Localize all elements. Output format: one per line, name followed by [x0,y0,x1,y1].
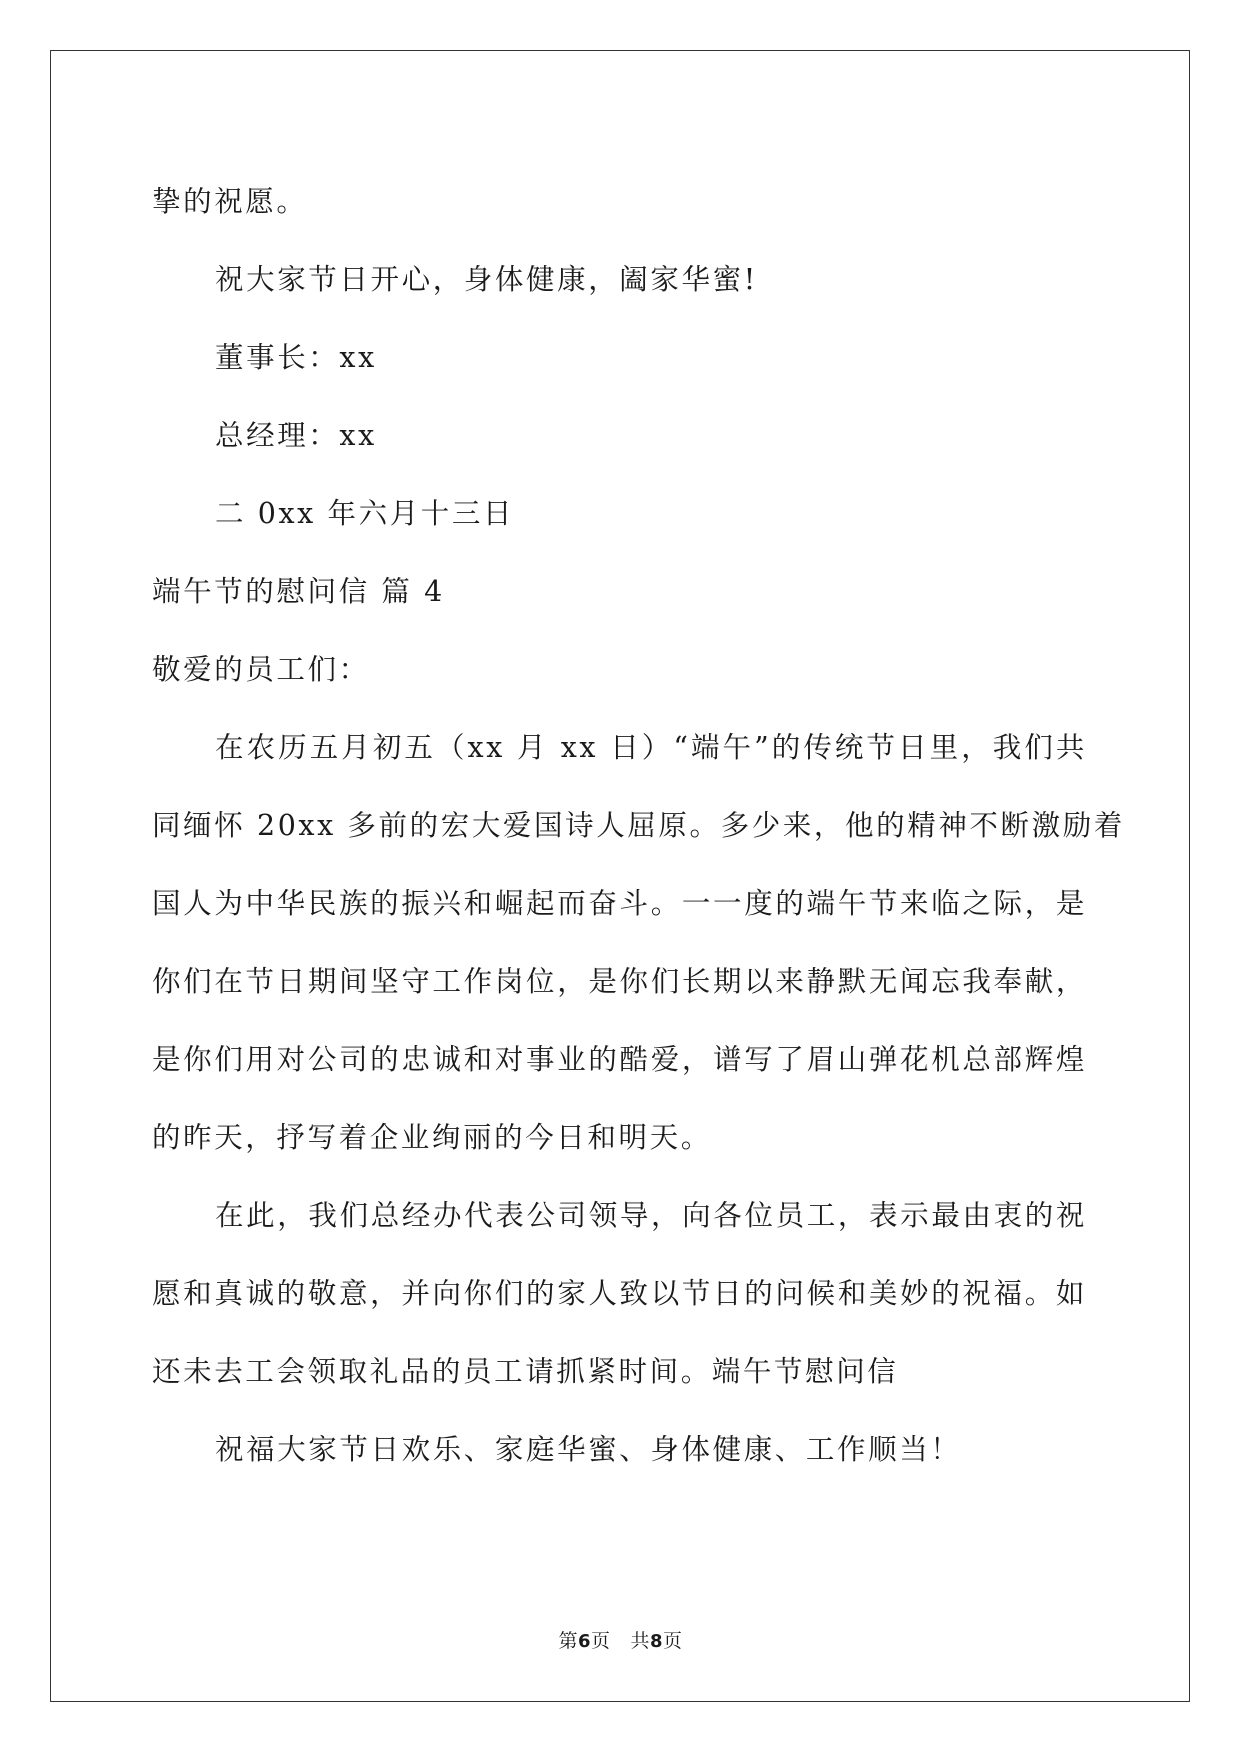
page-footer [0,1627,1241,1656]
text-line: 在农历五月初五（xx 月 xx 日）“端午”的传统节日里，我们共 [215,731,1087,764]
text-line: 是你们用对公司的忠诚和对事业的酷爱，谱写了眉山弹花机总部辉煌 [152,1043,1087,1076]
text-line: 祝福大家节日欢乐、家庭华蜜、身体健康、工作顺当！ [215,1433,962,1466]
total-prefix: 共 [630,1630,651,1652]
text-line: 敬爱的员工们： [152,653,370,686]
text-line: 祝大家节日开心，身体健康，阖家华蜜! [215,263,758,296]
text-line: 愿和真诚的敬意，并向你们的家人致以节日的问候和美妙的祝福。如 [152,1277,1087,1310]
text-line: 端午节的慰问信 篇 4 [152,575,445,608]
current-page-number: 6 [577,1631,591,1652]
text-line: 国人为中华民族的振兴和崛起而奋斗。一一度的端午节来临之际，是 [152,887,1087,920]
page-suffix: 页 [590,1630,611,1652]
text-line: 二 0xx 年六月十三日 [215,497,515,530]
document-body [152,163,1125,1489]
text-line: 挚的祝愿。 [152,185,308,218]
text-line: 董事长：xx [215,341,377,374]
text-line: 总经理：xx [215,419,377,452]
text-line: 的昨天，抒写着企业绚丽的今日和明天。 [152,1121,712,1154]
total-suffix: 页 [663,1630,683,1652]
text-line: 同缅怀 20xx 多前的宏大爱国诗人屈原。多少来，他的精神不断激励着 [152,809,1125,842]
page-prefix: 第 [558,1630,578,1652]
total-page-number: 8 [650,1631,664,1652]
text-line: 还未去工会领取礼品的员工请抓紧时间。端午节慰问信 [152,1355,899,1388]
text-line: 你们在节日期间坚守工作岗位，是你们长期以来静默无闻忘我奉献， [152,965,1087,998]
text-line: 在此，我们总经办代表公司领导，向各位员工，表示最由衷的祝 [215,1199,1087,1232]
